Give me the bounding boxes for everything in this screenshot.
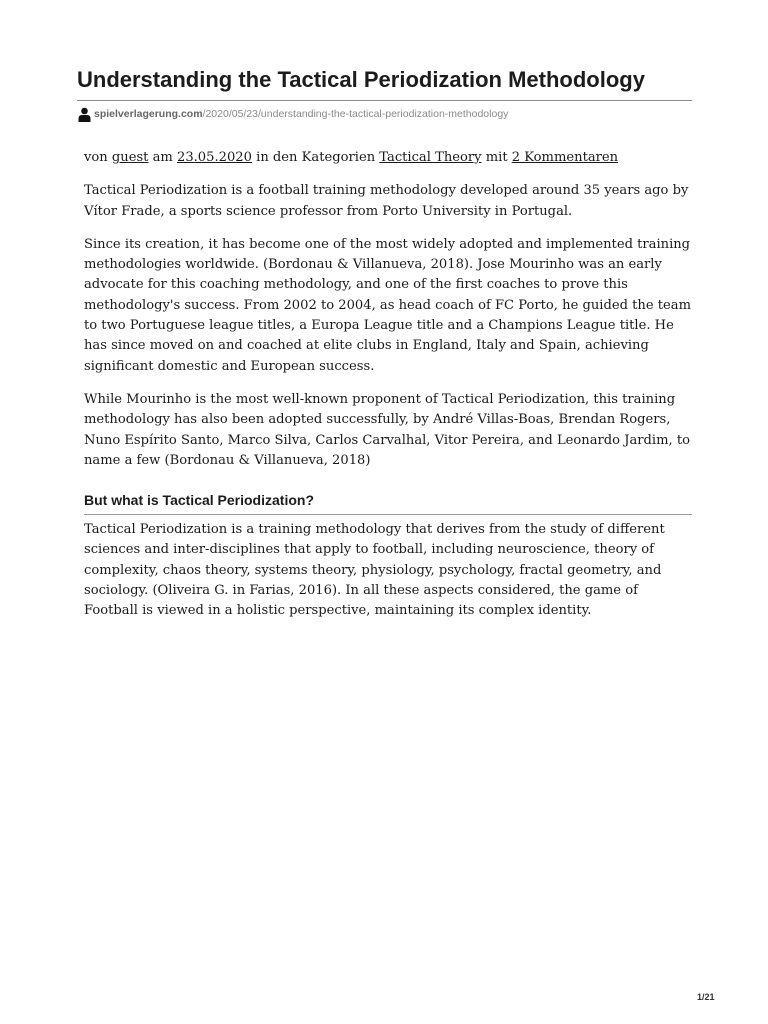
date-link[interactable]: 23.05.2020 [176,150,252,165]
meta-prefix: von [84,150,112,165]
comments-link[interactable]: 2 Kommentaren [511,150,619,165]
meta-category-prefix: in den Kategorien [251,150,380,165]
page-number: 1/21 [697,992,715,1002]
meta-date-prefix: am [148,150,177,165]
article-title: Understanding the Tactical Periodization Methodology [77,67,645,92]
section-heading: But what is Tactical Periodization? [84,492,314,508]
section-divider [84,514,692,515]
meta-comments-prefix: mit [481,150,512,165]
article-meta [84,148,692,168]
body-paragraph: Tactical Periodization is a training methodology that derives from the study of different sciences and inter-disciplines that apply to football, including neuroscience, theory of complexity, chaos theory, systems theory, physiology, psychology, fractal geometry, and sociology. (Oliveira G. in Farias, 2016). In all these aspects considered, the game of Football is viewed in a holistic perspective, maintaining its complex identity. [84,522,665,619]
section-paragraph [84,520,692,621]
category-link[interactable]: Tactical Theory [379,150,482,165]
body-paragraph: While Mourinho is the most well-known proponent of Tactical Periodization, this training methodology has also been adopted successfully, by André Villas-Boas, Brendan Rogers, Nuno Espírito Santo, Marco Silva, Carlos Carvalhal, Vitor Pereira, and Leonardo Jardim, to name a few (Bordonau & Villanueva, 2018) [84,391,690,468]
body-paragraph: Since its creation, it has become one of the most widely adopted and implemented training methodologies worldwide. (Bordonau & Villanueva, 2018). Jose Mourinho was an early advocate for this coaching methodology, and one of the first coaches to prove this methodology's success. From 2002 to 2004, as head coach of FC Porto, he guided the team to two Portuguese league titles, a Europa League title and a Champions League title. He has since moved on and coached at elite clubs in England, Italy and Spain, achieving significant domestic and European success. [84,236,691,374]
source-url-line [78,105,508,123]
user-silhouette-icon [78,107,91,122]
author-link[interactable]: guest [111,150,149,165]
article-body [84,148,692,484]
title-divider [77,100,692,101]
source-domain-link[interactable]: spielverlagerung.com [94,108,203,120]
body-paragraph: Tactical Periodization is a football training methodology developed around 35 years ago by Vítor Frade, a sports science professor from Porto University in Portugal. [84,183,689,219]
source-path-link[interactable]: /2020/05/23/understanding-the-tactical-periodization-methodology [202,108,509,120]
